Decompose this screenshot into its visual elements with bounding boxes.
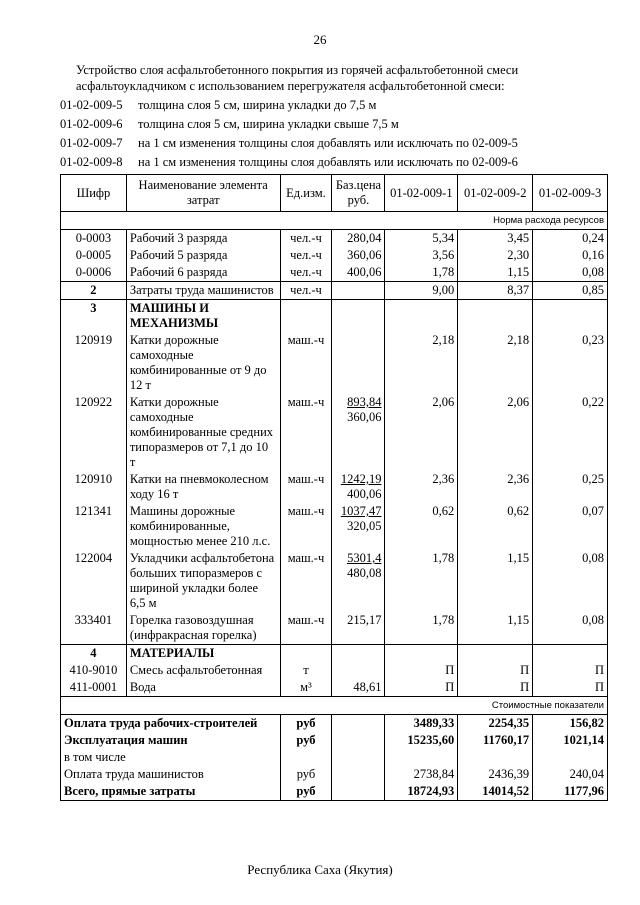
table-row [61,471,608,503]
total-v1: 18724,93 [385,783,458,801]
cell-code: 3 [61,300,127,333]
cell-code: 333401 [61,612,127,645]
table-row [61,662,608,679]
cell-name: Катки на пневмоколесном ходу 16 т [126,471,280,503]
total-name: Эксплуатация машин [61,732,281,749]
total-v3: 240,04 [533,766,608,783]
header-col2: 01-02-009-2 [458,175,533,212]
section-title: МАШИНЫ И МЕХАНИЗМЫ [126,300,280,333]
intro-line-2: асфальтоукладчиком с использованием перегружателя асфальтобетонной смеси: [76,79,505,93]
cell-v3: 0,08 [533,612,608,645]
cell-price [332,332,385,394]
cell-v3: 0,85 [533,282,608,300]
cell-v1: 0,62 [385,503,458,550]
cell-v2: П [458,679,533,697]
cell-v1: П [385,662,458,679]
cell-v3: 0,16 [533,247,608,264]
cell-price [332,550,385,612]
cell-unit: маш.-ч [280,394,332,471]
cell-name: Горелка газовоздушная (инфракрасная горелка) [126,612,280,645]
cell-code: 120919 [61,332,127,394]
table-row [61,264,608,282]
header-unit: Ед.изм. [280,175,332,212]
cell-v1: 1,78 [385,612,458,645]
total-name: Всего, прямые затраты [61,783,281,801]
cell-name: Рабочий 3 разряда [126,230,280,248]
cell-price: 280,04 [332,230,385,248]
price-top: 893,84 [347,395,382,409]
cell-unit: чел.-ч [280,282,332,300]
cell-unit: маш.-ч [280,503,332,550]
total-v2: 14014,52 [458,783,533,801]
total-v1: 2738,84 [385,766,458,783]
cell-v3: 0,07 [533,503,608,550]
price-value: 400,06 [347,487,382,501]
total-v3: 1021,14 [533,732,608,749]
price-top: 5301,4 [347,551,382,565]
table-row [61,332,608,394]
code-row [60,134,620,153]
cell-v3: П [533,662,608,679]
cell-unit: чел.-ч [280,247,332,264]
cost-label-row [61,697,608,715]
cell-code: 120922 [61,394,127,471]
cell-v2: 2,30 [458,247,533,264]
cell-name: Машины дорожные комбинированные, мощностью менее 210 л.с. [126,503,280,550]
cell-v3: 0,24 [533,230,608,248]
cell-code: 4 [61,645,127,663]
total-name: Оплата труда машинистов [61,766,281,783]
code-id: 01-02-009-8 [60,155,123,169]
price-value: 360,06 [347,410,382,424]
table-header-row [61,175,608,212]
code-desc: на 1 см изменения толщины слоя добавлять или исключать по 02-009-5 [138,136,518,150]
intro-line-1: Устройство слоя асфальтобетонного покрытия из горячей асфальтобетонной смеси [76,63,519,77]
cell-unit: чел.-ч [280,230,332,248]
price-top: 1242,19 [340,472,382,486]
cell-unit: т [280,662,332,679]
cell-v2: 1,15 [458,550,533,612]
table-row [61,612,608,645]
code-id: 01-02-009-5 [60,98,123,112]
cell-v2: П [458,662,533,679]
total-unit: руб [280,732,332,749]
header-col3: 01-02-009-3 [533,175,608,212]
header-price: Баз.цена руб. [332,175,385,212]
codes-list [60,96,620,172]
total-unit: руб [280,783,332,801]
cell-v1: 5,34 [385,230,458,248]
total-unit: руб [280,715,332,733]
cell-v3: 0,08 [533,264,608,282]
totals-row [61,749,608,766]
intro-text [76,62,596,94]
totals-row [61,732,608,749]
table-row [61,550,608,612]
resource-table [60,174,608,801]
price-top: 1037,47 [340,504,382,518]
table-row [61,282,608,300]
table-row [61,503,608,550]
cell-price [332,471,385,503]
code-id: 01-02-009-7 [60,136,123,150]
cell-price [332,282,385,300]
total-name: в том числе [61,749,281,766]
cell-unit: маш.-ч [280,471,332,503]
header-name: Наименование элемента затрат [126,175,280,212]
price-value: 320,05 [347,519,382,533]
price-value: 480,08 [347,566,382,580]
cell-v1: 9,00 [385,282,458,300]
cell-price: 48,61 [332,679,385,697]
section-title: МАТЕРИАЛЫ [126,645,280,663]
cell-unit: м³ [280,679,332,697]
section-header-row [61,300,608,333]
cell-v1: 1,78 [385,264,458,282]
cell-v3: 0,22 [533,394,608,471]
code-desc: на 1 см изменения толщины слоя добавлять или исключать по 02-009-6 [138,155,518,169]
code-id: 01-02-009-6 [60,117,123,131]
table-row [61,679,608,697]
page-footer: Республика Саха (Якутия) [247,862,393,877]
total-v2: 2436,39 [458,766,533,783]
cell-v2: 2,18 [458,332,533,394]
cell-unit: маш.-ч [280,332,332,394]
cell-price: 360,06 [332,247,385,264]
cell-unit: маш.-ч [280,612,332,645]
header-col1: 01-02-009-1 [385,175,458,212]
cell-code: 122004 [61,550,127,612]
cell-code: 410-9010 [61,662,127,679]
cell-v3: 0,25 [533,471,608,503]
cell-v3: 0,23 [533,332,608,394]
cell-name: Укладчики асфальтобетона больших типоразмеров с шириной укладки более 6,5 м [126,550,280,612]
table-row [61,394,608,471]
cell-unit: маш.-ч [280,550,332,612]
cell-code: 120910 [61,471,127,503]
table-row [61,230,608,248]
total-unit: руб [280,766,332,783]
cell-v3: П [533,679,608,697]
norm-label: Норма расхода ресурсов [61,212,608,230]
cell-v3: 0,08 [533,550,608,612]
total-v2: 11760,17 [458,732,533,749]
code-desc: толщина слоя 5 см, ширина укладки до 7,5 м [138,98,377,112]
cell-v1: 2,18 [385,332,458,394]
total-v2: 2254,35 [458,715,533,733]
totals-row [61,783,608,801]
code-row [60,115,620,134]
cell-price: 215,17 [332,612,385,645]
cell-name: Смесь асфальтобетонная [126,662,280,679]
cell-v1: 3,56 [385,247,458,264]
total-v3: 1177,96 [533,783,608,801]
cell-name: Рабочий 6 разряда [126,264,280,282]
total-name: Оплата труда рабочих-строителей [61,715,281,733]
cell-v2: 2,36 [458,471,533,503]
cell-v2: 1,15 [458,612,533,645]
cell-v2: 0,62 [458,503,533,550]
cell-v1: 1,78 [385,550,458,612]
totals-row [61,715,608,733]
totals-row [61,766,608,783]
cell-code: 121341 [61,503,127,550]
table-row [61,247,608,264]
section-header-row [61,645,608,663]
cell-code: 0-0005 [61,247,127,264]
total-v3: 156,82 [533,715,608,733]
total-v1: 3489,33 [385,715,458,733]
cell-v2: 8,37 [458,282,533,300]
cell-name: Рабочий 5 разряда [126,247,280,264]
cell-v1: П [385,679,458,697]
cell-v2: 3,45 [458,230,533,248]
code-row [60,153,620,172]
cell-name: Затраты труда машинистов [126,282,280,300]
cell-code: 2 [61,282,127,300]
cell-v1: 2,06 [385,394,458,471]
cell-v1: 2,36 [385,471,458,503]
cell-price: 400,06 [332,264,385,282]
cell-price [332,394,385,471]
cell-code: 0-0003 [61,230,127,248]
cell-name: Катки дорожные самоходные комбинированные средних типоразмеров от 7,1 до 10 т [126,394,280,471]
header-code: Шифр [61,175,127,212]
cell-unit: чел.-ч [280,264,332,282]
code-desc: толщина слоя 5 см, ширина укладки свыше 7,5 м [138,117,399,131]
cell-name: Катки дорожные самоходные комбинированные от 9 до 12 т [126,332,280,394]
cell-name: Вода [126,679,280,697]
cell-code: 0-0006 [61,264,127,282]
total-v1: 15235,60 [385,732,458,749]
page-number: 26 [313,32,327,47]
code-row [60,96,620,115]
cell-code: 411-0001 [61,679,127,697]
cell-v2: 1,15 [458,264,533,282]
cell-v2: 2,06 [458,394,533,471]
cell-price [332,503,385,550]
cell-price [332,662,385,679]
norm-label-row [61,212,608,230]
cost-label: Стоимостные показатели [61,697,608,715]
